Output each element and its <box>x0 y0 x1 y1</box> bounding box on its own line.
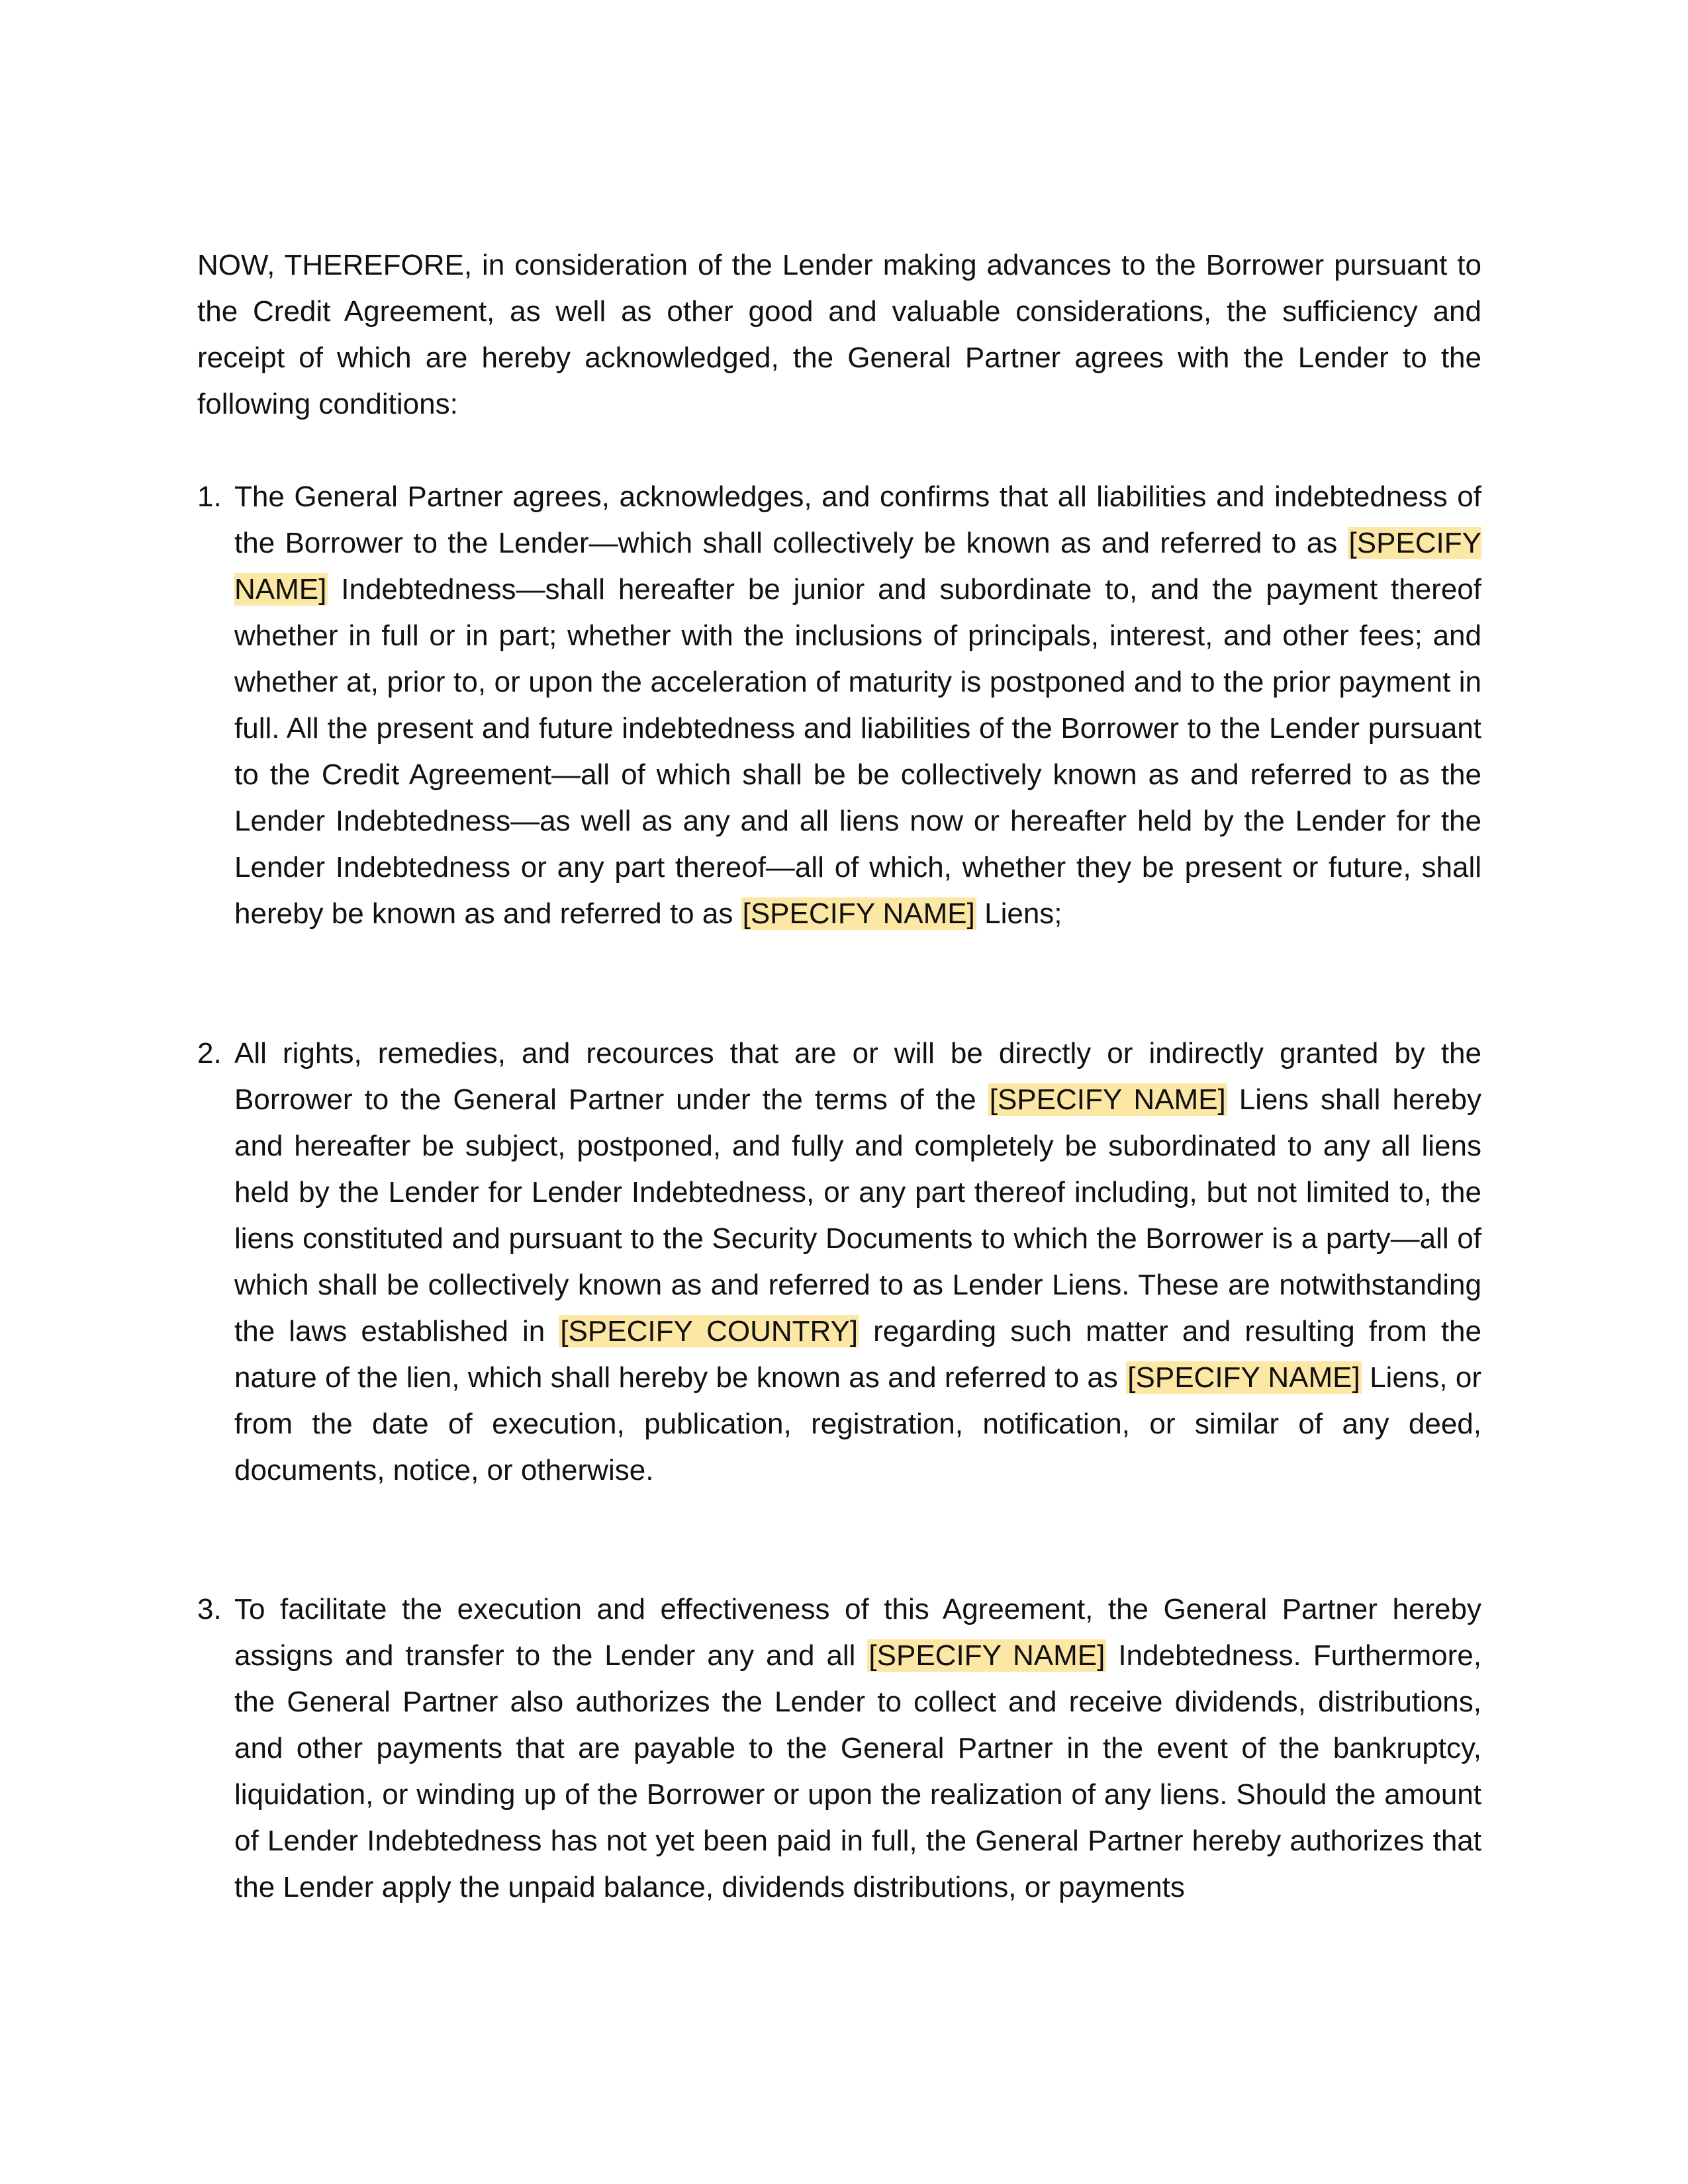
list-item-number: 3. <box>197 1593 222 1625</box>
clause-text: Liens shall hereby and hereafter be subject, postponed, and fully and completely be subordinated to any all liens held by the Lender for Lender Indebtedness, or any part thereof including, but not limited to, the liens constituted and pursuant to the Security Documents to which the Borrower is a party—all of which shall be collectively known as and referred to as Lender Liens. These are notwithstanding the laws established in <box>234 1083 1481 1347</box>
list-item <box>197 1586 1481 1911</box>
clause-text: Liens; <box>984 897 1062 930</box>
clause-text: All rights, remedies, and recources that are or will be directly or indirectly granted by the Borrower to the General Partner under the terms of the <box>234 1037 1481 1116</box>
clause-text: The General Partner agrees, acknowledges, and confirms that all liabilities and indebtedness of the Borrower to the Lender—which shall collectively be known as and referred to as <box>234 480 1481 559</box>
clause-text: Indebtedness. Furthermore, the General Partner also authorizes the Lender to collect and receive dividends, distributions, and other payments that are payable to the General Partner in the event of the bankruptcy, liquidation, or winding up of the Borrower or upon the realization of any liens. Should the amount of Lender Indebtedness has not yet been paid in full, the General Partner hereby authorizes that the Lender apply the unpaid balance, dividends distributions, or payments <box>234 1639 1481 1903</box>
clause-text: Liens, or from the date of execution, publication, registration, notification, or similar of any deed, documents, notice, or otherwise. <box>234 1361 1481 1486</box>
placeholder-highlight: [SPECIFY NAME] <box>989 1083 1226 1116</box>
placeholder-highlight: [SPECIFY COUNTRY] <box>560 1315 859 1347</box>
placeholder-highlight: [SPECIFY NAME] <box>234 527 1481 606</box>
list-item-number: 2. <box>197 1037 222 1069</box>
list-item <box>197 1030 1481 1494</box>
placeholder-highlight: [SPECIFY NAME] <box>742 897 975 930</box>
list-item-body <box>234 474 1481 937</box>
list-item-number: 1. <box>197 480 222 513</box>
list-item <box>197 474 1481 937</box>
clause-text: Indebtedness—shall hereafter be junior and subordinate to, and the payment thereof whether in full or in part; whether with the inclusions of principals, interest, and other fees; and whether at, prior to, or upon the acceleration of maturity is postponed and to the prior payment in full. All the present and future indebtedness and liabilities of the Borrower to the Lender pursuant to the Credit Agreement—all of which shall be be collectively known as and referred to as the Lender Indebtedness—as well as any and all liens now or hereafter held by the Lender for the Lender Indebtedness or any part thereof—all of which, whether they be present or future, shall hereby be known as and referred to as <box>234 573 1482 930</box>
clause-text: To facilitate the execution and effectiveness of this Agreement, the General Partner hereby assigns and transfer to the Lender any and all <box>234 1593 1481 1672</box>
list-item-body <box>234 1586 1481 1911</box>
clause-text: regarding such matter and resulting from the nature of the lien, which shall hereby be known as and referred to as <box>234 1315 1481 1394</box>
placeholder-highlight: [SPECIFY NAME] <box>1127 1361 1360 1394</box>
placeholder-highlight: [SPECIFY NAME] <box>868 1639 1105 1672</box>
intro-paragraph: NOW, THEREFORE, in consideration of the Lender making advances to the Borrower pursuant to the Credit Agreement, as well as other good and valuable considerations, the sufficiency and receipt of which are hereby acknowledged, the General Partner agrees with the Lender to the following conditions: <box>197 249 1481 420</box>
list-item-body <box>234 1030 1481 1494</box>
